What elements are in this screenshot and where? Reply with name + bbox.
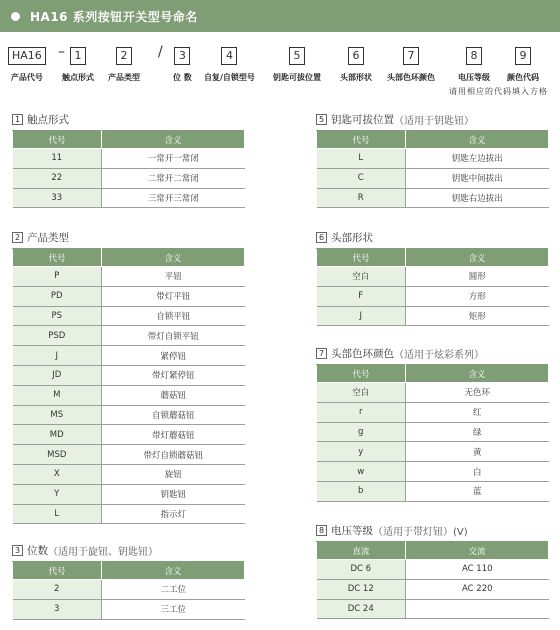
code-cell: JD — [13, 365, 102, 385]
meaning-cell: 钥匙左边拔出 — [406, 149, 549, 169]
code-label: 位 数 — [173, 73, 192, 82]
section-voltage — [316, 523, 549, 619]
code-item-4 — [204, 44, 255, 83]
table-row — [317, 306, 549, 326]
section-subtitle: （适用于钥匙钮） — [394, 115, 474, 127]
code-cell: PSD — [13, 326, 102, 346]
meaning-cell: 紧停钮 — [102, 346, 245, 366]
code-box: 2 — [116, 47, 132, 65]
code-cell: P — [13, 267, 102, 287]
code-cell: R — [317, 188, 406, 208]
section-head-shape — [316, 230, 549, 326]
table-row — [13, 580, 245, 600]
code-label: 头部形状 — [340, 73, 372, 82]
meaning-cell: 钥匙钮 — [102, 484, 245, 504]
table-key-removal — [316, 130, 549, 208]
code-cell: 3 — [13, 599, 102, 619]
table-row — [13, 286, 245, 306]
code-cell: y — [317, 442, 406, 462]
bullet-icon — [11, 12, 20, 21]
fill-instruction: 请用相应的代码填入方格 — [449, 87, 548, 96]
table-row — [13, 425, 245, 445]
column-header: 代号 — [13, 249, 102, 267]
code-box: 1 — [70, 47, 86, 65]
meaning-cell: 带灯自锁蘑菇钮 — [102, 445, 245, 465]
section-title: 触点形式 — [27, 113, 69, 126]
table-row — [13, 188, 245, 208]
code-cell: MSD — [13, 445, 102, 465]
section-number: 5 — [316, 114, 327, 125]
code-cell: 空白 — [317, 383, 406, 403]
meaning-cell: 带灯自锁平钮 — [102, 326, 245, 346]
section-subtitle: （适用于带灯钮）(V) — [373, 526, 468, 538]
code-box: 4 — [221, 47, 237, 65]
table-row — [317, 481, 549, 501]
code-box: 7 — [403, 47, 419, 65]
table-row — [317, 462, 549, 482]
meaning-cell: 绿 — [406, 422, 549, 442]
section-number: 1 — [12, 114, 23, 125]
table-head-shape — [316, 248, 549, 326]
code-cell: MS — [13, 405, 102, 425]
meaning-cell: 二工位 — [102, 580, 245, 600]
code-box: 9 — [515, 47, 531, 65]
table-row — [13, 484, 245, 504]
meaning-cell: 红 — [406, 402, 549, 422]
column-header: 代号 — [317, 131, 406, 149]
table-row — [13, 306, 245, 326]
section-title: 头部形状 — [331, 231, 373, 244]
column-header: 代号 — [317, 365, 406, 383]
table-row — [13, 267, 245, 287]
code-cell: w — [317, 462, 406, 482]
column-header: 含义 — [102, 562, 245, 580]
section-subtitle: （适用于旋钮、钥匙钮） — [48, 546, 158, 558]
table-row — [317, 560, 549, 580]
table-row — [13, 346, 245, 366]
column-header: 交流 — [406, 542, 549, 560]
section-title: 产品类型 — [27, 231, 69, 244]
table-row — [317, 267, 549, 287]
column-header: 代号 — [317, 249, 406, 267]
code-cell: DC 24 — [317, 599, 406, 619]
meaning-cell: 旋钮 — [102, 464, 245, 484]
table-product-type — [12, 248, 245, 524]
section-number: 6 — [316, 232, 327, 243]
section-number: 3 — [12, 545, 23, 556]
code-cell: 2 — [13, 580, 102, 600]
column-header: 含义 — [102, 249, 245, 267]
meaning-cell: 带灯紧停钮 — [102, 365, 245, 385]
section-head-ring-color — [316, 346, 549, 502]
meaning-cell — [406, 599, 549, 619]
section-positions — [12, 543, 245, 620]
column-header: 直流 — [317, 542, 406, 560]
table-row — [317, 599, 549, 619]
code-cell: J — [317, 306, 406, 326]
table-row — [13, 365, 245, 385]
meaning-cell: 矩形 — [406, 306, 549, 326]
table-row — [317, 168, 549, 188]
table-head-ring-color — [316, 364, 549, 502]
meaning-cell: 蓝 — [406, 481, 549, 501]
table-positions — [12, 561, 245, 620]
meaning-cell: 三工位 — [102, 599, 245, 619]
meaning-cell: 钥匙中间拔出 — [406, 168, 549, 188]
code-item-6 — [340, 44, 372, 83]
code-item-3 — [173, 44, 192, 83]
meaning-cell: 圆形 — [406, 267, 549, 287]
code-cell: DC 12 — [317, 579, 406, 599]
code-box: 3 — [174, 47, 190, 65]
meaning-cell: 蘑菇钮 — [102, 385, 245, 405]
code-cell: g — [317, 422, 406, 442]
meaning-cell: 无色环 — [406, 383, 549, 403]
meaning-cell: 自锁平钮 — [102, 306, 245, 326]
table-row — [317, 286, 549, 306]
code-item-2 — [108, 44, 140, 83]
code-cell: 33 — [13, 188, 102, 208]
code-cell: C — [317, 168, 406, 188]
meaning-cell: 三常开三常闭 — [102, 188, 245, 208]
meaning-cell: 黄 — [406, 442, 549, 462]
code-label: 钥匙可拔位置 — [273, 73, 321, 82]
code-cell: 11 — [13, 149, 102, 169]
code-box: 5 — [289, 47, 305, 65]
table-row — [317, 422, 549, 442]
meaning-cell: 方形 — [406, 286, 549, 306]
table-row — [13, 385, 245, 405]
section-title: 位数 — [27, 544, 48, 557]
table-row — [13, 405, 245, 425]
slash-separator: / — [158, 44, 163, 60]
code-label: 自复/自锁型号 — [204, 73, 255, 82]
table-voltage — [316, 541, 549, 619]
code-cell: M — [13, 385, 102, 405]
meaning-cell: 带灯平钮 — [102, 286, 245, 306]
meaning-cell: 二常开二常闭 — [102, 168, 245, 188]
dash-separator: – — [58, 44, 65, 60]
code-box: 8 — [466, 47, 482, 65]
column-header: 含义 — [406, 365, 549, 383]
code-cell: J — [13, 346, 102, 366]
table-row — [317, 383, 549, 403]
code-cell: L — [13, 504, 102, 524]
page-header — [0, 0, 560, 32]
section-title: 头部色环颜色 — [331, 347, 394, 360]
code-cell: 22 — [13, 168, 102, 188]
section-product-type — [12, 230, 245, 524]
code-item-8 — [458, 44, 490, 83]
meaning-cell: 一常开一常闭 — [102, 149, 245, 169]
meaning-cell: 自锁蘑菇钮 — [102, 405, 245, 425]
code-cell: DC 6 — [317, 560, 406, 580]
code-item-9 — [507, 44, 539, 83]
table-row — [317, 188, 549, 208]
code-cell: MD — [13, 425, 102, 445]
section-number: 8 — [316, 525, 327, 536]
code-label: 产品类型 — [108, 73, 140, 82]
table-row — [13, 326, 245, 346]
section-title: 电压等级 — [331, 524, 373, 537]
section-key-removal — [316, 112, 549, 208]
code-cell: PS — [13, 306, 102, 326]
table-row — [13, 599, 245, 619]
meaning-cell: 白 — [406, 462, 549, 482]
code-item-5 — [273, 44, 321, 83]
section-contact-form — [12, 112, 245, 208]
code-label: 触点形式 — [62, 73, 94, 82]
meaning-cell: AC 110 — [406, 560, 549, 580]
code-label: 电压等级 — [458, 73, 490, 82]
meaning-cell: 钥匙右边拔出 — [406, 188, 549, 208]
meaning-cell: AC 220 — [406, 579, 549, 599]
code-item-product — [8, 44, 46, 83]
column-header: 代号 — [13, 131, 102, 149]
code-cell: X — [13, 464, 102, 484]
code-cell: 空白 — [317, 267, 406, 287]
code-cell: PD — [13, 286, 102, 306]
code-cell: F — [317, 286, 406, 306]
table-row — [13, 504, 245, 524]
code-label: 颜色代码 — [507, 73, 539, 82]
code-cell: b — [317, 481, 406, 501]
section-number: 7 — [316, 348, 327, 359]
code-box: HA16 — [8, 47, 46, 65]
table-contact-form — [12, 130, 245, 208]
table-row — [317, 579, 549, 599]
meaning-cell: 指示灯 — [102, 504, 245, 524]
table-row — [13, 445, 245, 465]
table-row — [317, 149, 549, 169]
code-label: 产品代号 — [10, 73, 43, 82]
column-header: 含义 — [102, 131, 245, 149]
column-header: 代号 — [13, 562, 102, 580]
code-item-7 — [387, 44, 435, 83]
code-cell: L — [317, 149, 406, 169]
column-header: 含义 — [406, 131, 549, 149]
code-cell: Y — [13, 484, 102, 504]
column-header: 含义 — [406, 249, 549, 267]
meaning-cell: 平钮 — [102, 267, 245, 287]
section-subtitle: （适用于炫彩系列） — [394, 349, 484, 361]
table-row — [317, 442, 549, 462]
table-row — [13, 464, 245, 484]
meaning-cell: 带灯蘑菇钮 — [102, 425, 245, 445]
code-box: 6 — [348, 47, 364, 65]
code-label: 头部色环颜色 — [387, 73, 435, 82]
table-row — [13, 168, 245, 188]
page-title: HA16 系列按钮开关型号命名 — [30, 9, 198, 24]
section-number: 2 — [12, 232, 23, 243]
section-title: 钥匙可拔位置 — [331, 113, 394, 126]
table-row — [13, 149, 245, 169]
code-item-1 — [62, 44, 94, 83]
table-row — [317, 402, 549, 422]
code-cell: r — [317, 402, 406, 422]
